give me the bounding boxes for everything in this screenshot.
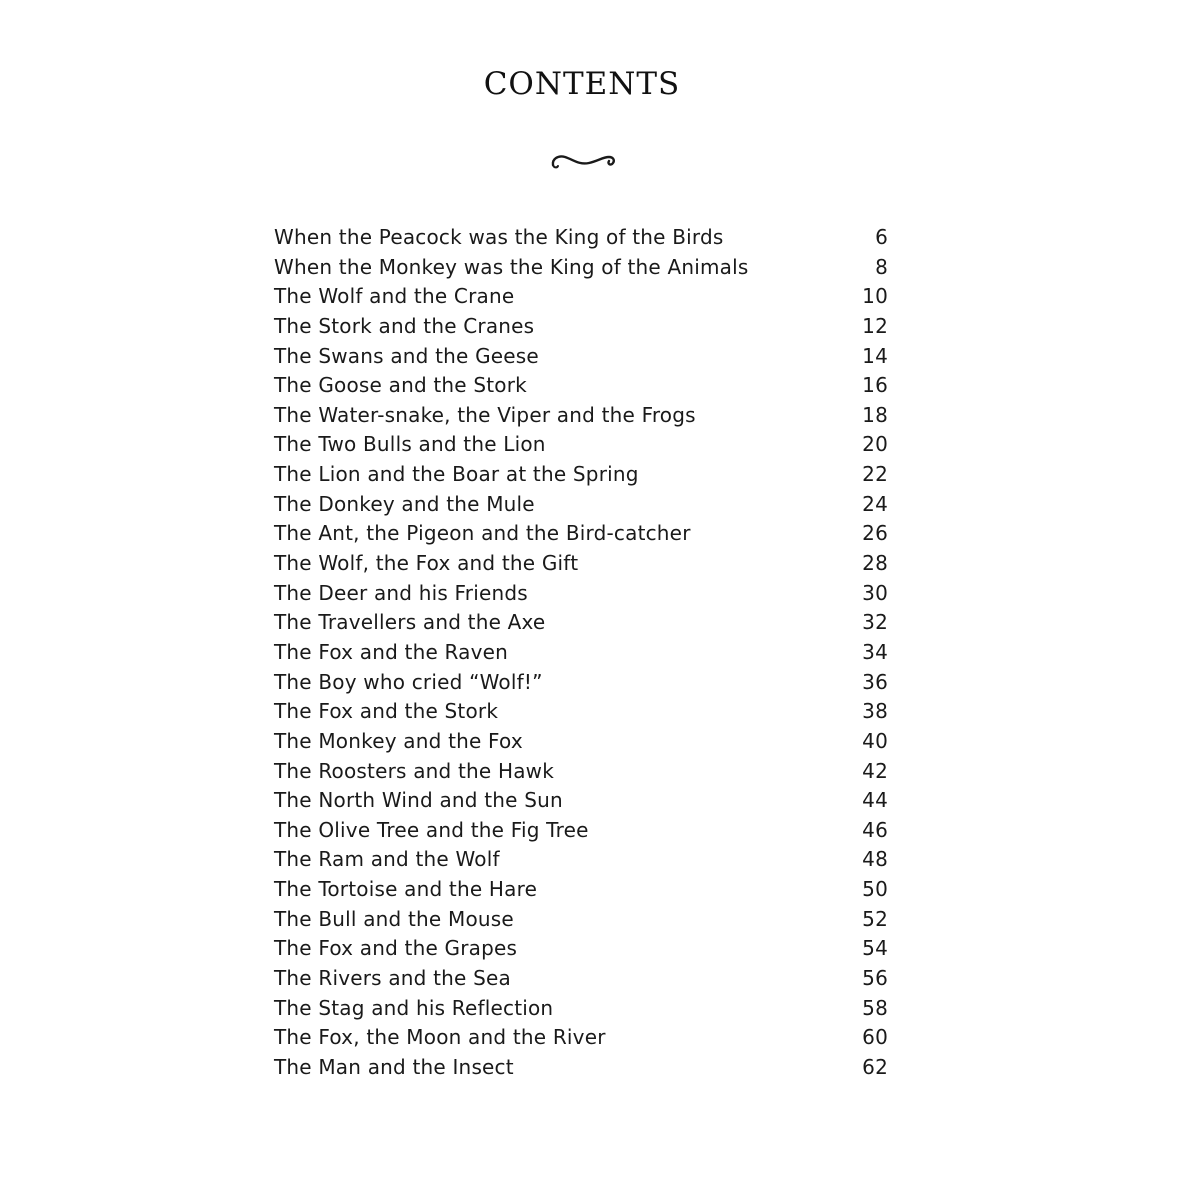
toc-entry-title: The Fox and the Raven: [274, 639, 509, 664]
toc-entry-page-number: 52: [862, 906, 888, 931]
toc-entry-title: The Goose and the Stork: [274, 373, 527, 398]
toc-entry-page-number: 24: [862, 491, 888, 516]
toc-entry-title: The Wolf and the Crane: [274, 284, 515, 309]
toc-entry: [274, 638, 890, 668]
toc-entry-title: The Man and the Insect: [274, 1054, 514, 1079]
toc-entry-title: The Fox and the Stork: [274, 699, 499, 724]
toc-entry-page-number: 6: [875, 225, 888, 249]
toc-entry-title: The Fox, the Moon and the River: [274, 1025, 606, 1050]
toc-entry: [274, 253, 890, 283]
toc-entry-title: The Fox and the Grapes: [274, 936, 518, 961]
toc-entry: [274, 223, 890, 253]
toc-entry-page-number: 54: [862, 936, 888, 961]
toc-entry: [274, 697, 890, 727]
toc-entry-page-number: 10: [862, 284, 888, 309]
toc-entry: [274, 727, 890, 757]
toc-entry: [274, 668, 890, 698]
toc-entry-page-number: 12: [862, 313, 888, 338]
toc-entry: [274, 934, 890, 964]
toc-entry: [274, 608, 890, 638]
toc-entry-title: The Boy who cried “Wolf!”: [274, 669, 543, 694]
toc-entry-page-number: 58: [862, 995, 888, 1020]
toc-entry-title: The Stag and his Reflection: [274, 995, 554, 1020]
toc-entry-page-number: 50: [862, 877, 888, 902]
toc-entry-page-number: 8: [875, 254, 888, 279]
toc-entry: [274, 875, 890, 905]
toc-entry-title: The Roosters and the Hawk: [274, 758, 554, 783]
toc-entry-page-number: 32: [862, 610, 888, 635]
toc-entry: [274, 757, 890, 787]
toc-entry-title: The Ant, the Pigeon and the Bird-catcher: [274, 521, 691, 546]
toc-entry-title: The Water-snake, the Viper and the Frogs: [274, 402, 696, 427]
toc-entry-title: The Travellers and the Axe: [274, 610, 546, 635]
toc-entry-page-number: 18: [862, 402, 888, 427]
toc-entry-page-number: 20: [862, 432, 888, 457]
toc-entry-title: When the Monkey was the King of the Animals: [274, 254, 749, 279]
toc-entry: [274, 786, 890, 816]
toc-entry-page-number: 28: [862, 551, 888, 576]
toc-entry-title: The Donkey and the Mule: [274, 491, 535, 516]
toc-entry: [274, 371, 890, 401]
toc-entry: [274, 994, 890, 1024]
toc-entry: [274, 1023, 890, 1053]
table-of-contents: [274, 223, 890, 1083]
toc-entry-page-number: 44: [862, 788, 888, 813]
toc-entry-title: The Two Bulls and the Lion: [274, 432, 546, 457]
toc-entry-page-number: 40: [862, 728, 888, 753]
swash-ornament-icon: [549, 148, 617, 172]
toc-entry: [274, 519, 890, 549]
toc-entry: [274, 964, 890, 994]
toc-entry-page-number: 48: [862, 847, 888, 872]
toc-entry: [274, 490, 890, 520]
toc-entry: [274, 816, 890, 846]
toc-entry-title: When the Peacock was the King of the Birds: [274, 225, 724, 249]
toc-entry: [274, 342, 890, 372]
toc-entry-page-number: 34: [862, 639, 888, 664]
toc-entry-title: The Wolf, the Fox and the Gift: [274, 551, 579, 576]
toc-entry: [274, 282, 890, 312]
toc-entry-title: The Tortoise and the Hare: [274, 877, 538, 902]
toc-entry-title: The Rivers and the Sea: [274, 966, 511, 991]
toc-entry-title: The Olive Tree and the Fig Tree: [274, 817, 589, 842]
toc-entry-title: The Lion and the Boar at the Spring: [274, 462, 639, 487]
toc-entry-title: The Bull and the Mouse: [274, 906, 514, 931]
toc-entry: [274, 1053, 890, 1083]
toc-entry-page-number: 42: [862, 758, 888, 783]
toc-entry-page-number: 14: [862, 343, 888, 368]
toc-entry-title: The Monkey and the Fox: [274, 728, 523, 753]
toc-entry-page-number: 26: [862, 521, 888, 546]
page-title: CONTENTS: [483, 66, 681, 102]
toc-entry-title: The North Wind and the Sun: [274, 788, 563, 813]
toc-entry: [274, 460, 890, 490]
toc-entry-page-number: 22: [862, 462, 888, 487]
toc-entry-page-number: 62: [862, 1054, 888, 1079]
toc-entry: [274, 845, 890, 875]
toc-entry: [274, 430, 890, 460]
toc-entry-page-number: 56: [862, 966, 888, 991]
toc-entry-title: The Stork and the Cranes: [274, 313, 535, 338]
toc-entry: [274, 401, 890, 431]
toc-entry-title: The Swans and the Geese: [274, 343, 539, 368]
toc-entry-page-number: 38: [862, 699, 888, 724]
toc-entry-page-number: 60: [862, 1025, 888, 1050]
toc-entry-page-number: 16: [862, 373, 888, 398]
toc-entry: [274, 549, 890, 579]
toc-entry-title: The Deer and his Friends: [274, 580, 528, 605]
toc-entry-title: The Ram and the Wolf: [274, 847, 500, 872]
toc-entry: [274, 579, 890, 609]
toc-entry-page-number: 30: [862, 580, 888, 605]
toc-entry: [274, 312, 890, 342]
toc-entry-page-number: 46: [862, 817, 888, 842]
toc-entry-page-number: 36: [862, 669, 888, 694]
toc-entry: [274, 905, 890, 935]
